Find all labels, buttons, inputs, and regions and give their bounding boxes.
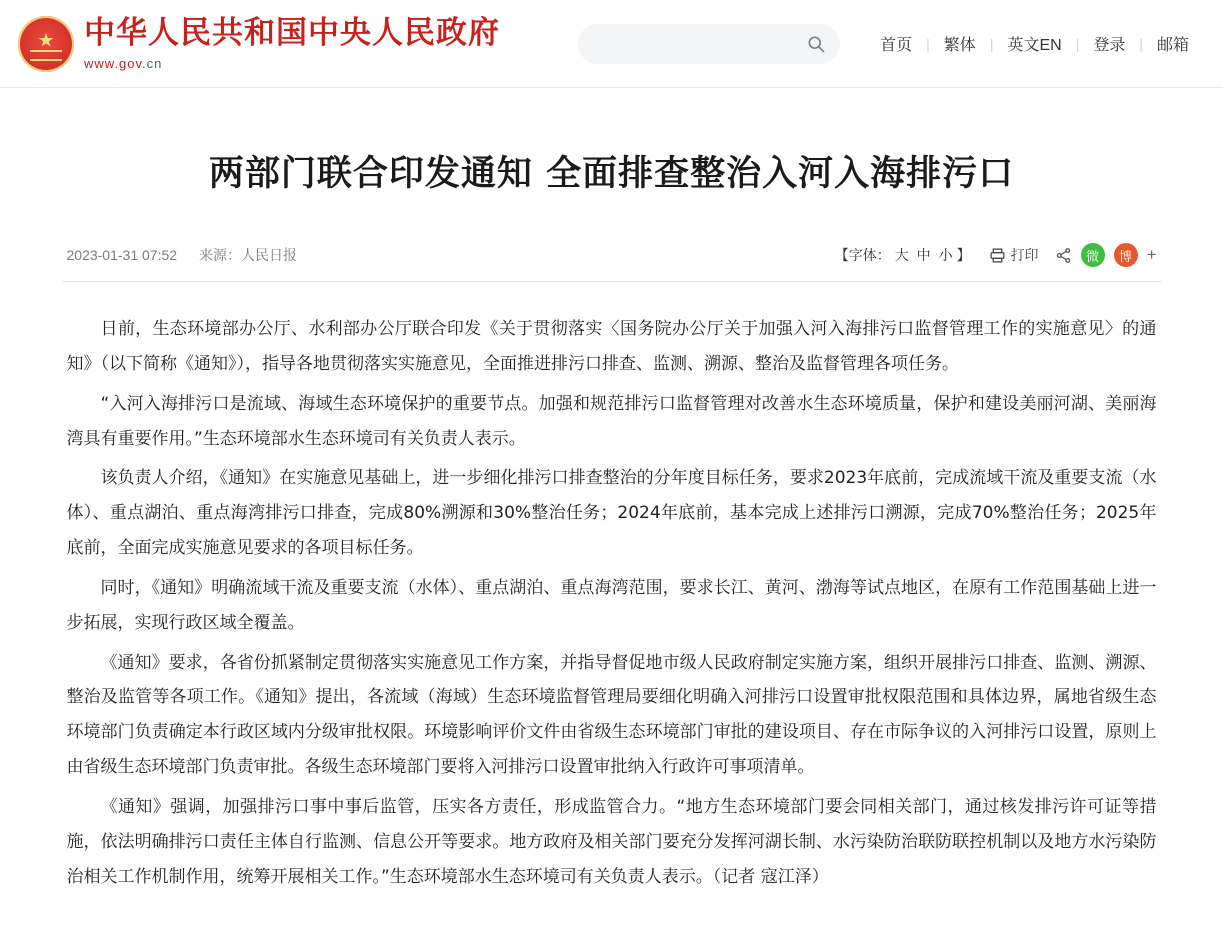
nav-item-login[interactable]: 登录 [1093,37,1126,54]
article-body [62,282,1162,895]
top-nav [866,32,1203,55]
print-button[interactable] [989,245,1039,265]
article-paragraph: 《通知》要求，各省份抓紧制定贯彻落实实施意见工作方案，并指导督促地市级人民政府制定实施方案，组织开展排污口排查、监测、溯源、整治及监管等各项工作。《通知》提出，各流域（海域）生态环境监督管理局要细化明确入河排污口设置审批权限范围和具体边界，属地省级生态环境部门负责确定本行政区域内分级审批权限。环境影响评价文件由省级生态环境部门审批的建设项目、存在市际争议的入河排污口设置，原则上由省级生态环境部门负责审批。各级生态环境部门要将入河排污口设置审批纳入行政许可事项清单。 [66,652,1157,778]
brand-text [84,16,500,71]
publish-date: 2023-01-31 07:52 [66,247,178,263]
search-icon[interactable] [806,34,826,54]
article [62,88,1162,895]
article-meta-left [67,245,298,265]
article-meta-right [833,243,1157,267]
page-title: 两部门联合印发通知 全面排查整治入河入海排污口 [208,154,1015,194]
article-meta-bar [62,243,1162,282]
source-value: 人民日报 [241,247,298,263]
national-emblem-icon [18,16,74,72]
share-more-button[interactable]: + [1146,245,1157,264]
nav-divider: | [989,35,994,52]
font-size-small[interactable]: 小 [938,247,953,263]
article-source [199,245,297,265]
search-box[interactable] [578,24,840,64]
article-paragraph: 该负责人介绍，《通知》在实施意见基础上，进一步细化排污口排查整治的分年度目标任务，要求2023年底前，完成流域干流及重要支流（水体）、重点湖泊、重点海湾排污口排查，完成80%溯源和30%整治任务；2024年底前，基本完成上述排污口溯源，完成70%整治任务；2025年底前，全面完成实施意见要求的各项目标任务。 [66,468,1157,559]
font-size-large[interactable]: 大 [894,247,909,263]
site-header [0,0,1223,88]
brand-url-main: www.gov. [84,55,147,71]
article-paragraph: 《通知》强调，加强排污口事中事后监管，压实各方责任，形成监管合力。“地方生态环境部门要会同相关部门，通过核发排污许可证等措施，依法明确排污口责任主体自行监测、信息公开等要求。地方政府及相关部门要充分发挥河湖长制、水污染防治联防联控机制以及地方水污染防治相关工作机制作用，统筹开展相关工作。”生态环境部水生态环境司有关负责人表示。（记者 寇江泽） [66,796,1157,887]
weibo-icon[interactable]: 博 [1114,243,1138,267]
font-size-medium[interactable]: 中 [916,247,931,263]
source-label: 来源： [199,247,242,263]
share-group [1055,243,1157,267]
nav-item-traditional[interactable]: 繁体 [943,37,976,54]
font-size-suffix: 】 [956,247,971,263]
nav-divider: | [1075,35,1080,52]
article-paragraph: 同时，《通知》明确流域干流及重要支流（水体）、重点湖泊、重点海湾范围，要求长江、黄河、渤海等试点地区，在原有工作范围基础上进一步拓展，实现行政区域全覆盖。 [66,577,1157,633]
font-size-prefix: 【字体： [834,247,891,263]
site-brand[interactable] [18,16,500,72]
header-right [578,24,1203,64]
page-content [0,88,1223,940]
nav-divider: | [926,35,930,52]
wechat-icon[interactable]: 微 [1081,243,1105,267]
search-input[interactable] [596,35,806,53]
article-paragraph: 日前，生态环境部办公厅、水利部办公厅联合印发《关于贯彻落实〈国务院办公厅关于加强入河入海排污口监督管理工作的实施意见〉的通知》（以下简称《通知》），指导各地贯彻落实实施意见，全面推进排污口排查、监测、溯源、整治及监督管理各项任务。 [66,319,1157,374]
article-paragraph: “入河入海排污口是流域、海域生态环境保护的重要节点。加强和规范排污口监督管理对改善水生态环境质量，保护和建设美丽河湖、美丽海湾具有重要作用。”生态环境部水生态环境司有关负责人表示。 [66,393,1157,449]
share-icon[interactable] [1055,247,1072,264]
brand-url [84,56,500,71]
font-size-control [833,245,973,265]
nav-item-mail[interactable]: 邮箱 [1156,37,1189,54]
printer-icon [989,247,1006,264]
brand-url-cn: cn [146,55,163,71]
nav-item-english[interactable]: 英文EN [1007,37,1062,54]
brand-title: 中华人民共和国中央人民政府 [84,15,500,52]
nav-item-home[interactable]: 首页 [880,37,913,54]
print-label: 打印 [1010,247,1039,263]
nav-divider: | [1139,35,1143,52]
